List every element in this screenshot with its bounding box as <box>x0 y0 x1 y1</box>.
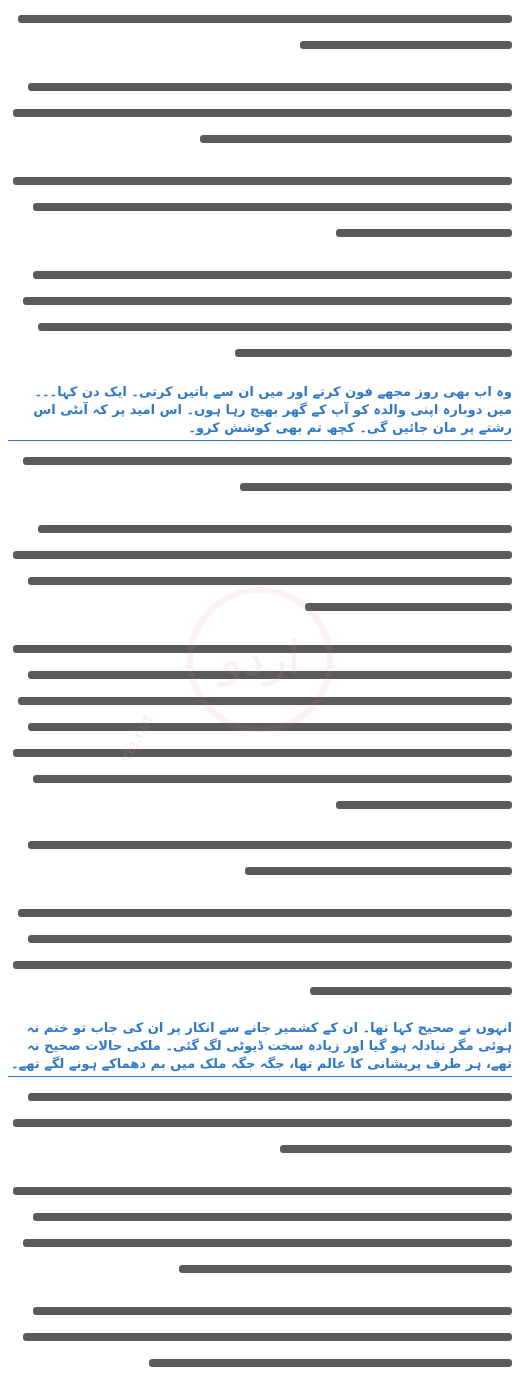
text-line <box>28 935 512 943</box>
text-line <box>33 775 512 783</box>
text-line <box>305 603 512 611</box>
text-line <box>33 1213 512 1221</box>
paragraph-5 <box>0 448 520 510</box>
text-line <box>33 271 512 279</box>
highlighted-quote-2: انہوں نے صحیح کہا تھا۔ ان کے کشمیر جانے سے انکار پر ان کی جاب تو ختم نہ ہوئی مگر تبادلہ ہو گیا اور زیادہ سخت ڈیوٹی لگ گئی۔ ملکی حالات صحیح نہ تھے، ہر طرف پریشانی کا عالم تھا، جگہ جگہ ملک میں بم دھماکے ہونے لگے تھے۔ <box>8 1020 512 1077</box>
text-line <box>18 909 512 917</box>
text-line <box>23 1333 512 1341</box>
text-line <box>235 349 512 357</box>
highlighted-quote-1: وہ اب بھی روز مجھے فون کرتے اور میں ان سے باتیں کرتی۔ ایک دن کہا۔۔۔ میں دوبارہ اپنی والدہ کو آپ کے گھر بھیج رہا ہوں۔ اس امید پر کہ آنٹی اس رشتے پر مان جائیں گی۔ کچھ تم بھی کوشش کرو۔ <box>8 384 512 441</box>
text-line <box>149 1359 512 1367</box>
paragraph-4 <box>0 262 520 376</box>
text-line <box>245 867 512 875</box>
paragraph-6 <box>0 516 520 630</box>
text-line <box>28 83 512 91</box>
text-line <box>13 109 512 117</box>
paragraph-12 <box>0 1298 520 1386</box>
text-line <box>179 1265 512 1273</box>
paragraph-11 <box>0 1178 520 1292</box>
watermark-text: urduzone.net <box>93 711 157 760</box>
text-line <box>28 1093 512 1101</box>
paragraph-9 <box>0 900 520 1014</box>
text-line <box>13 749 512 757</box>
text-line <box>38 525 512 533</box>
text-line <box>28 841 512 849</box>
text-line <box>13 1187 512 1195</box>
text-line <box>13 645 512 653</box>
text-line <box>200 135 512 143</box>
text-line <box>23 297 512 305</box>
text-line <box>28 723 512 731</box>
text-line <box>336 801 512 809</box>
text-line <box>13 961 512 969</box>
text-line <box>23 1239 512 1247</box>
paragraph-10 <box>0 1084 520 1172</box>
text-line <box>28 577 512 585</box>
text-line <box>33 203 512 211</box>
text-line <box>23 457 512 465</box>
text-line <box>336 229 512 237</box>
text-line <box>13 1119 512 1127</box>
paragraph-2 <box>0 74 520 162</box>
text-line <box>38 323 512 331</box>
text-line <box>28 671 512 679</box>
paragraph-8 <box>0 832 520 894</box>
text-line <box>280 1145 512 1153</box>
text-line <box>13 177 512 185</box>
text-line <box>18 15 512 23</box>
text-line <box>300 41 512 49</box>
paragraph-3 <box>0 168 520 256</box>
watermark-logo: اردو <box>219 631 301 687</box>
text-line <box>33 1307 512 1315</box>
paragraph-7 <box>0 636 520 826</box>
text-line <box>13 551 512 559</box>
text-line <box>310 987 512 995</box>
paragraph-1 <box>0 6 520 68</box>
text-line <box>18 697 512 705</box>
text-line <box>240 483 512 491</box>
